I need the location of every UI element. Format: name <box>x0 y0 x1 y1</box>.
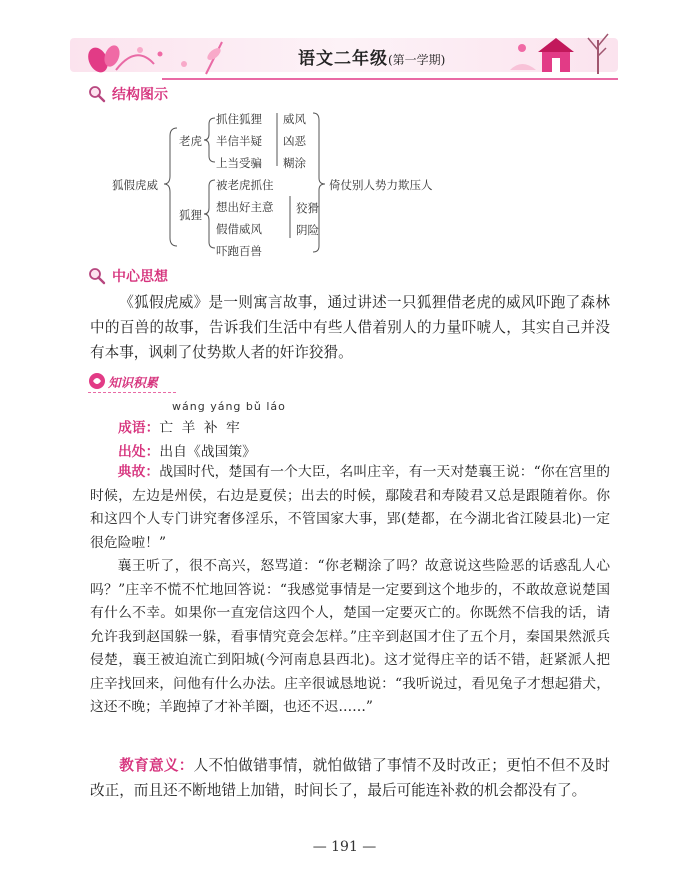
chart-fox-label: 狐狸 <box>179 208 202 222</box>
chart-fox-trait: 狡猾 <box>296 201 319 215</box>
chart-tiger-trait: 凶恶 <box>283 134 306 148</box>
magnifier-icon <box>88 85 106 103</box>
chart-tiger-action: 抓住狐狸 <box>216 112 262 126</box>
knowledge-heading: 知识积累 <box>108 375 159 390</box>
chart-fox-action: 想出好主意 <box>216 200 274 214</box>
theme-paragraph: 《狐假虎威》是一则寓言故事，通过讲述一只狐狸借老虎的威风吓跑了森林中的百兽的故事，告诉我们生活中有些人借着别人的力量吓唬人，其实自己并没有本事，讽刺了仗势欺人者的奸诈狡猾。 <box>90 294 610 361</box>
story-paragraph-1 <box>90 461 610 555</box>
source-label: 出处： <box>118 444 160 460</box>
chart-fox-trait: 阴险 <box>296 223 319 237</box>
chart-tiger-action: 上当受骗 <box>216 156 262 170</box>
knowledge-badge-icon <box>88 372 106 390</box>
source-text: 出自《战国策》 <box>159 444 256 460</box>
source-line <box>118 440 256 460</box>
house-decoration-icon <box>502 30 614 78</box>
header-subtitle: (第一学期) <box>388 53 446 67</box>
meaning-text: 人不怕做错事情，就怕做错了事情不及时改正；更怕不但不及时改正，而且还不断地错上加错，时间长了，最后可能连补救的机会都没有了。 <box>90 757 610 799</box>
chart-tiger-trait: 糊涂 <box>283 156 306 170</box>
section-heading-label: 结构图示 <box>112 87 168 103</box>
chart-conclusion: 倚仗别人势力欺压人 <box>329 178 433 192</box>
magnifier-icon <box>88 267 106 285</box>
header-rule <box>162 78 618 80</box>
section-heading-label: 中心思想 <box>112 269 168 285</box>
story-text: 战国时代，楚国有一个大臣，名叫庄辛，有一天对楚襄王说：“你在宫里的时候，左边是州侯，右边是夏侯；出去的时候，鄢陵君和寿陵君又总是跟随着你。你和这四个人专门讲究奢侈淫乐，不管国家大事，郢(楚都，在今湖北省江陵县北)一定很危险啦！” <box>90 464 610 551</box>
chart-tiger-trait: 威风 <box>283 112 306 126</box>
story-label: 典故： <box>117 464 160 480</box>
section-heading-theme <box>88 266 168 286</box>
meaning-label: 教育意义： <box>119 757 194 774</box>
chart-fox-action: 被老虎抓住 <box>216 178 274 192</box>
page-header-banner <box>70 30 618 78</box>
meaning-paragraph <box>90 753 610 803</box>
idiom-label: 成语： <box>118 420 160 436</box>
chart-root-label: 狐假虎威 <box>112 178 158 192</box>
knowledge-heading-rule <box>88 392 176 393</box>
idiom-text: 亡 羊 补 牢 <box>159 420 242 436</box>
idiom-line <box>118 416 242 436</box>
section-heading-structure <box>88 84 168 104</box>
page-number: — 191 — <box>312 839 377 855</box>
story-paragraph-2: 襄王听了，很不高兴，怒骂道：“你老糊涂了吗？故意说这些险恶的话惑乱人心吗？”庄辛不慌不忙地回答说：“我感觉事情是一定要到这个地步的，不敢故意说楚国有什么不幸。如果你一直宠信这四个人，楚国一定要灭亡的。你既然不信我的话，请允许我到赵国躲一躲，看事情究竟会怎样。”庄辛到赵国才住了五个月，秦国果然派兵侵楚，襄王被迫流亡到阳城(今河南息县西北)。这才觉得庄辛的话不错，赶紧派人把庄辛找回来，问他有什么办法。庄辛很诚恳地说：“我听说过，看见兔子才想起猎犬，这还不晚；羊跑掉了才补羊圈，也还不迟……” <box>90 558 610 715</box>
header-title: 语文二年级(第一学期) <box>298 49 446 69</box>
chart-tiger-label: 老虎 <box>179 134 202 148</box>
idiom-pinyin: wáng yáng bǔ láo <box>172 400 286 413</box>
flower-decoration-icon <box>76 34 226 78</box>
chart-fox-action: 假借威风 <box>216 222 262 236</box>
chart-fox-action: 吓跑百兽 <box>216 244 262 258</box>
chart-tiger-action: 半信半疑 <box>216 134 262 148</box>
